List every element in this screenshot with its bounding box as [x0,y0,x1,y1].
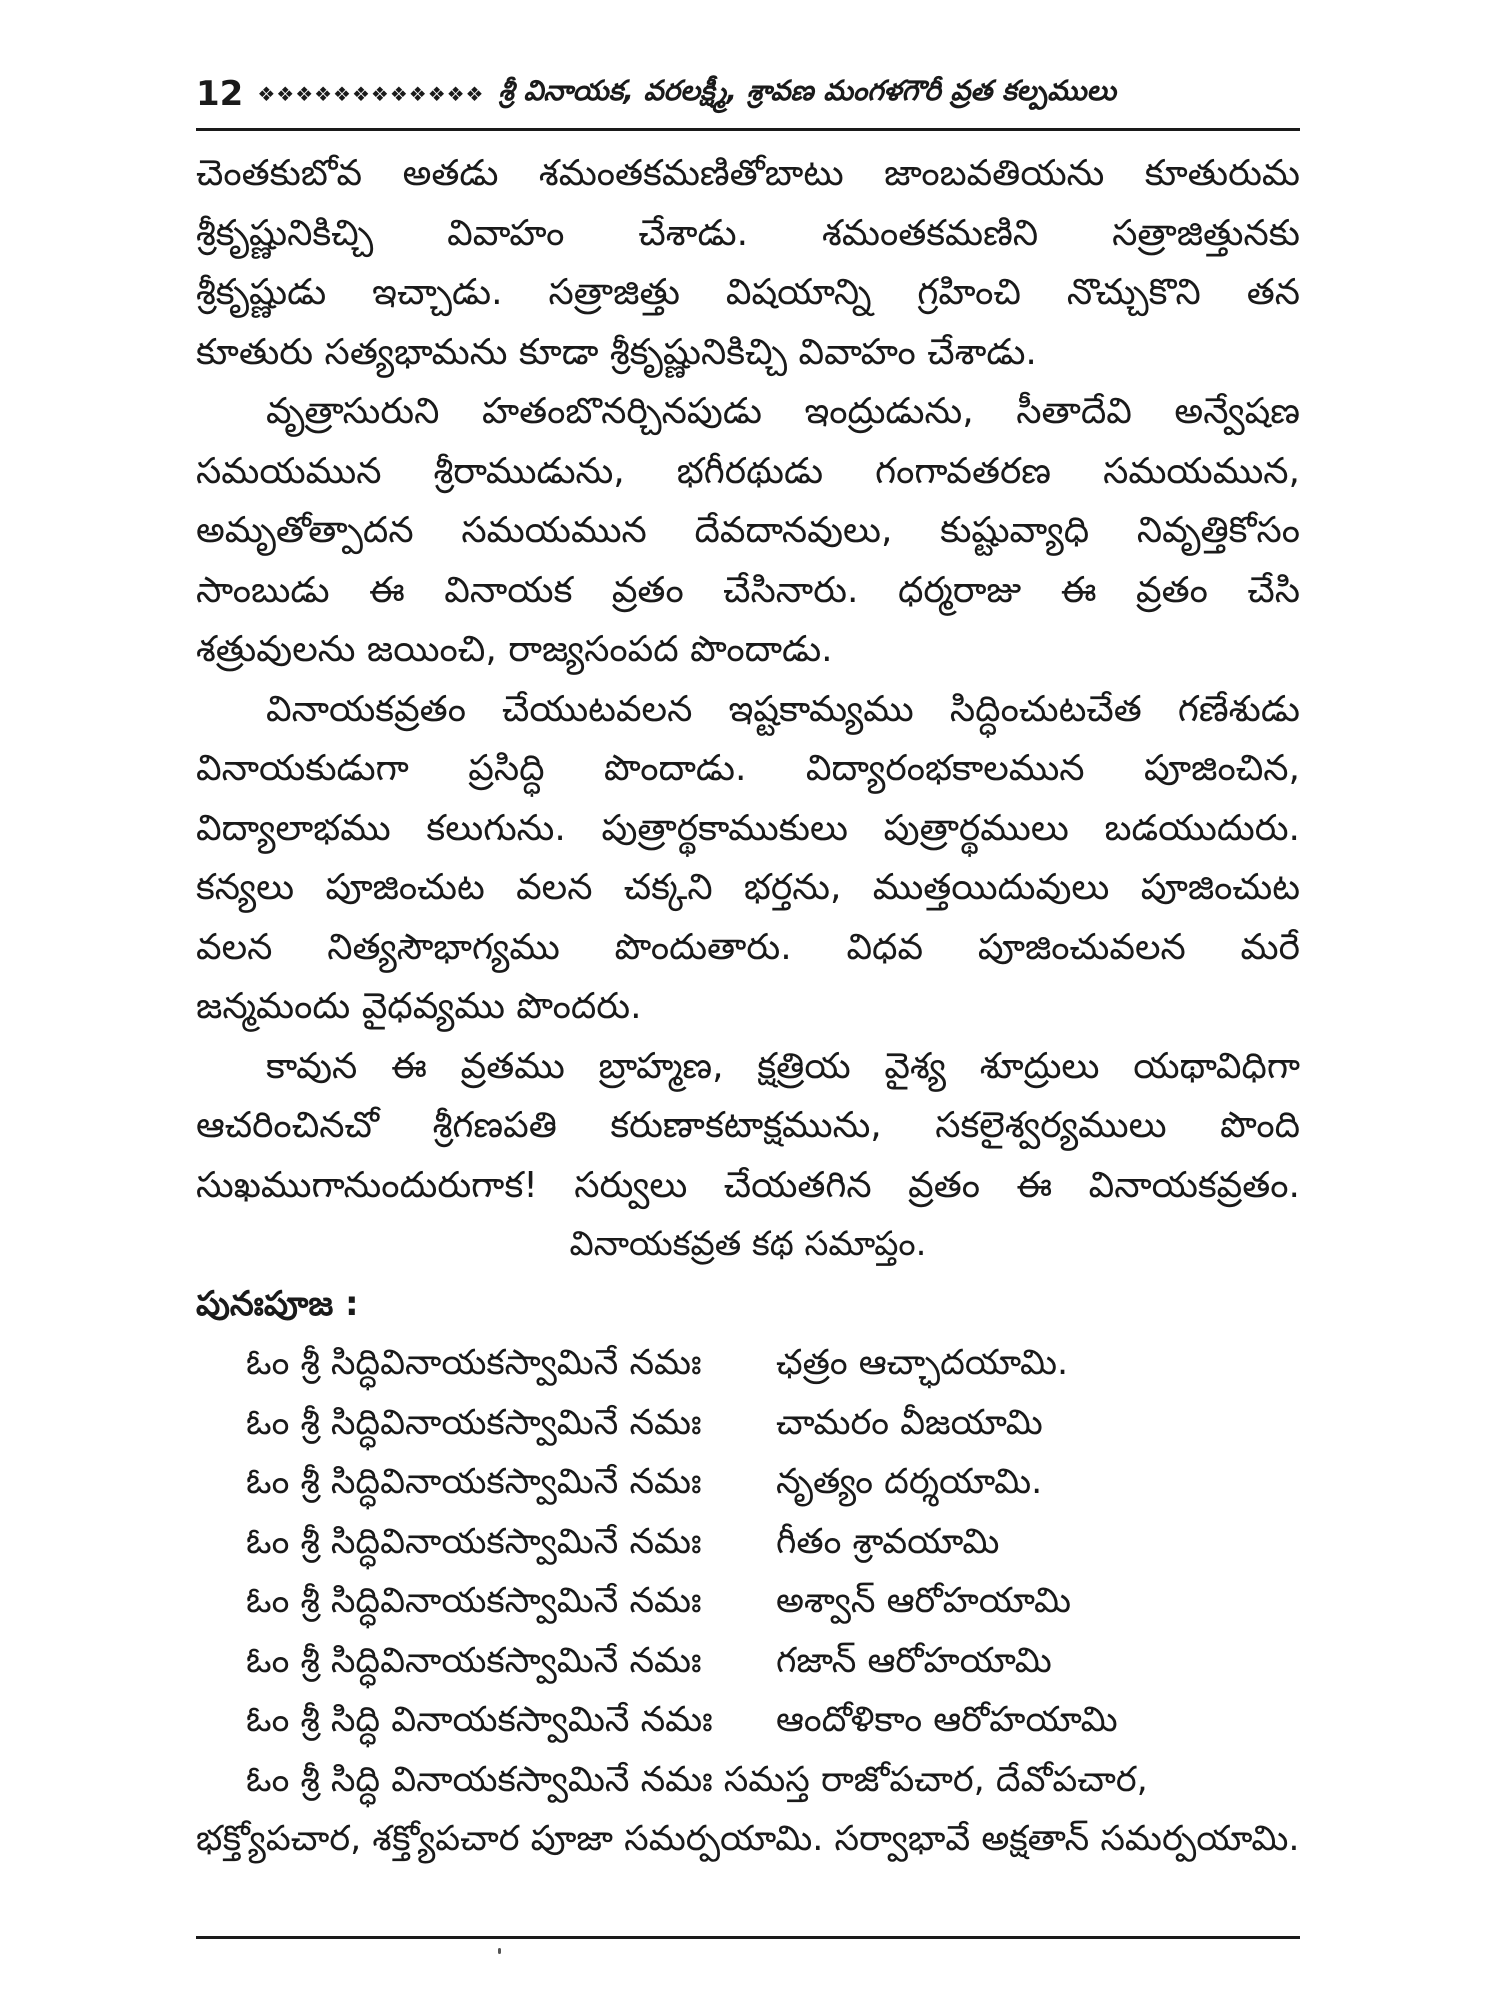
mantra-line [196,1691,1300,1751]
mantra-prefix: ఓం శ్రీ సిద్ధివినాయకస్వామినే నమః [246,1521,702,1562]
story-closing-line: వినాయకవ్రత కథ సమాప్తం. [569,1224,927,1264]
punah-pooja-heading: పునఃపూజ : [196,1283,359,1324]
mantra-action: నృత్యం దర్శయామి. [776,1462,1043,1502]
mantra-prefix: ఓం శ్రీ సిద్ధివినాయకస్వామినే నమః [246,1343,702,1383]
mantra-prefix: ఓం శ్రీ సిద్ధివినాయకస్వామినే నమః [246,1402,702,1443]
mantra-line [196,1513,1300,1573]
text-line: వినాయకుడుగా ప్రసిద్ధి పొందాడు. విద్యారంభకాలమున పూజించిన, [196,748,1300,789]
paragraph-4 [196,1037,1300,1216]
mantra-line [196,1453,1300,1513]
text-line: కావున ఈ వ్రతము బ్రాహ్మణ, క్షత్రియ వైశ్య శూద్రులు యథావిధిగా [266,1045,1300,1087]
mantra-action: ఆందోళికాం ఆరోహయామి [776,1700,1118,1740]
text-line: శ్రీకృష్ణుడు ఇచ్చాడు. సత్రాజిత్తు విషయాన్ని గ్రహించి నొచ్చుకొని తన [196,272,1300,313]
paragraph-1 [196,144,1300,382]
text-line: సమయమున శ్రీరాముడును, భగీరథుడు గంగావతరణ సమయమున, [196,450,1300,492]
footer-rule [196,1936,1300,1939]
text-line: వలన నిత్యసౌభాగ్యము పొందుతారు. విధవ పూజించువలన మరే [196,926,1300,968]
text-line: సాంబుడు ఈ వినాయక వ్రతం చేసినారు. ధర్మరాజు ఈ వ్రతం చేసి [196,569,1300,611]
mantra-line [196,1334,1300,1394]
mantra-action: ఛత్రం ఆచ్ఛాదయామి. [776,1343,1069,1383]
text-line: అమృతోత్పాదన సమయమున దేవదానవులు, కుష్టువ్యాధి నివృత్తికోసం [196,510,1300,551]
mantra-final-continuation: భక్త్యోపచార, శక్త్యోపచార పూజా సమర్పయామి. సర్వాభావే అక్షతాన్ సమర్పయామి. [196,1819,1300,1859]
text-line: విద్యాలాభము కలుగును. పుత్రార్థకాముకులు పుత్రార్థములు బడయుదురు. [196,807,1300,849]
book-page [196,58,1300,1958]
page-body [196,144,1300,1870]
mantra-final-line: ఓం శ్రీ సిద్ధి వినాయకస్వామినే నమః సమస్త రాజోపచార, దేవోపచార, [246,1759,1148,1800]
mantra-action: గీతం శ్రావయామి [776,1521,1000,1562]
text-line: చెంతకుబోవ అతడు శమంతకమణితోబాటు జాంబవతియను కూతురుమ [196,153,1300,194]
running-header [196,64,1300,124]
text-line: ఆచరించినచో శ్రీగణపతి కరుణాకటాక్షమును, సకలైశ్వర్యములు పొంది [196,1105,1300,1146]
mantra-action: గజాన్ ఆరోహయామి [776,1640,1052,1681]
header-rule [196,128,1300,131]
text-line: వినాయకవ్రతం చేయుటవలన ఇష్టకామ్యము సిద్ధించుటచేత గణేశుడు [266,688,1300,730]
text-line: జన్మమందు వైధవ్యము పొందరు. [196,986,642,1027]
page-number: 12 [196,74,244,114]
text-line: కన్యలు పూజించుట వలన చక్కని భర్తను, ముత్తయిదువులు పూజించుట [196,867,1300,908]
mantra-action: అశ్వాన్ ఆరోహయామి [776,1581,1071,1621]
mantra-prefix: ఓం శ్రీ సిద్ధివినాయకస్వామినే నమః [246,1581,702,1621]
mantra-prefix: ఓం శ్రీ సిద్ధివినాయకస్వామినే నమః [246,1462,702,1502]
text-line: వృత్రాసురుని హతంబొనర్చినపుడు ఇంద్రుడును, సీతాదేవి అన్వేషణ [266,391,1300,432]
mantra-prefix: ఓం శ్రీ సిద్ధి వినాయకస్వామినే నమః [246,1700,713,1740]
diamond-ornament-icon: ❖❖❖❖❖❖❖❖❖❖❖❖ [257,82,485,106]
mantra-list [196,1334,1300,1751]
mantra-prefix: ఓం శ్రీ సిద్ధివినాయకస్వామినే నమః [246,1640,702,1681]
book-title: శ్రీ వినాయక, వరలక్ష్మీ, శ్రావణ మంగళగౌరీ వ్రత కల్పములు [498,74,1117,107]
mantra-line [196,1572,1300,1632]
print-speck [498,1948,501,1954]
mantra-line [196,1394,1300,1454]
paragraph-3 [196,680,1300,1037]
mantra-line [196,1632,1300,1692]
text-line: కూతురు సత్యభామను కూడా శ్రీకృష్ణునికిచ్చి వివాహం చేశాడు. [196,331,1037,373]
paragraph-2 [196,382,1300,680]
text-line: శ్రీకృష్ణునికిచ్చి వివాహం చేశాడు. శమంతకమణిని సత్రాజిత్తునకు [196,212,1300,254]
text-line: శత్రువులను జయించి, రాజ్యసంపద పొందాడు. [196,629,833,670]
text-line: సుఖముగానుందురుగాక! సర్వులు చేయతగిన వ్రతం ఈ వినాయకవ్రతం. [196,1164,1300,1206]
mantra-action: చామరం వీజయామి [776,1402,1043,1443]
